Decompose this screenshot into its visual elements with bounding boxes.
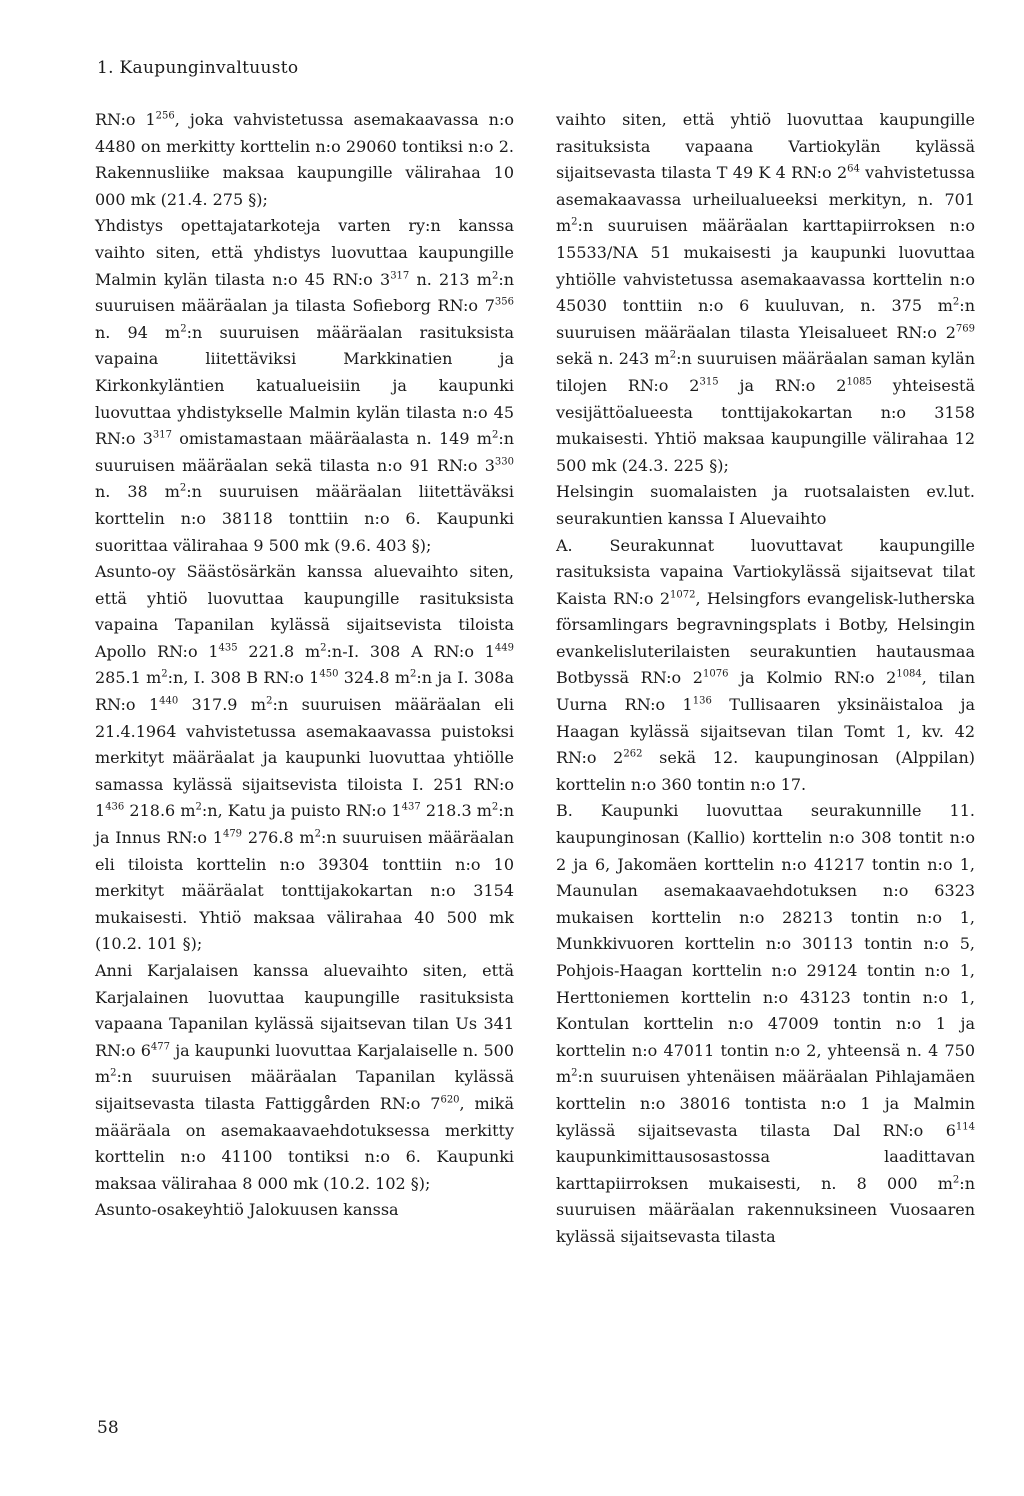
left-column — [95, 107, 514, 1224]
running-head: 1. Kaupunginvaltuusto — [97, 58, 299, 78]
paragraph-right-1: vaihto siten, että yhtiö luovuttaa kaupungille rasituksista vapaana Vartiokylän kylässä sijaitsevasta tilasta T 49 K 4 RN:o $2^{64}$ vahvistetussa asemakaavassa urheilualueeksi merkityn, n. 701 $m^2:n$ suuruisen määräalan karttapiirroksen n:o 15533/NA 51 mukaisesti ja kaupunki luovuttaa yhtiölle vahvistetussa asemakaavassa korttelin n:o 45030 tonttiin n:o 6 kuuluvan, n. 375 $m^2:n$ suuruisen määräalan tilasta Yleisalueet RN:o $2^{769}$ sekä n. 243 $m^2:n$ suuruisen määräalan saman kylän tilojen RN:o $2^{315}$ ja RN:o $2^{1085}$ yhteisestä vesijättöalueesta tonttijakokartan n:o 3158 mukaisesti. Yhtiö maksaa kaupungille välirahaa 12 500 mk (24.3. 225 §); — [556, 110, 975, 475]
paragraph-left-5: Asunto-osakeyhtiö Jalokuusen kanssa — [95, 1200, 399, 1220]
paragraph-left-2: Yhdistys opettajatarkoteja varten ry:n kanssa vaihto siten, että yhdistys luovuttaa kaupungille Malmin kylän tilasta n:o 45 RN:o $3^{317}$ n. 213 $m^2:n$ suuruisen määräalan ja tilasta Sofieborg RN:o $7^{356}$ n. 94 $m^2:n$ suuruisen määräalan rasituksista vapaina liitettäviksi Markkinatien ja Kirkonkyläntien katualueisiin ja kaupunki luovuttaa yhdistykselle Malmin kylän tilasta n:o 45 RN:o $3^{317}$ omistamastaan määräalasta n. 149 $m^2:n$ suuruisen määräalan sekä tilasta n:o 91 RN:o $3^{330}$ n. 38 $m^2:n$ suuruisen määräalan liitettäväksi korttelin n:o 38118 tonttiin n:o 6. Kaupunki suorittaa välirahaa 9 500 mk (9.6. 403 §); — [95, 216, 515, 555]
paragraph-left-4: Anni Karjalaisen kanssa aluevaihto siten, että Karjalainen luovuttaa kaupungille rasituksista vapaana Tapanilan kylässä sijaitsevan tilan Us 341 RN:o $6^{477}$ ja kaupunki luovuttaa Karjalaiselle n. 500 $m^2:n$ suuruisen määräalan Tapanilan kylässä sijaitsevasta tilasta Fattiggården RN:o $7^{620}$, mikä määräala on asemakaavaehdotuksessa merkitty korttelin n:o 41100 tontiksi n:o 6. Kaupunki maksaa välirahaa 8 000 mk (10.2. 102 §); — [95, 961, 515, 1193]
paragraph-right-4: B. Kaupunki luovuttaa seurakunnille 11. kaupunginosan (Kallio) korttelin n:o 308 tontit n:o 2 ja 6, Jakomäen korttelin n:o 41217 tontin n:o 1, Maunulan asemakaavaehdotuksen n:o 6323 mukaisen korttelin n:o 28213 tontin n:o 1, Munkkivuoren korttelin n:o 30113 tontin n:o 5, Pohjois-Haagan korttelin n:o 29124 tontin n:o 1, Herttoniemen korttelin n:o 43123 tontin n:o 1, Kontulan korttelin n:o 47009 tontin n:o 1 ja korttelin n:o 47011 tontin n:o 2, yhteensä n. 4 750 $m^2:n$ suuruisen yhtenäisen määräalan Pihlajamäen korttelin n:o 38016 tontista n:o 1 ja Malmin kylässä sijaitsevasta tilasta Dal RN:o $6^{114}$ kaupunkimittausosastossa laadittavan karttapiirroksen mukaisesti, n. 8 000 $m^2:n$ suuruisen määräalan rakennuksineen Vuosaaren kylässä sijaitsevasta tilasta — [556, 801, 975, 1246]
page-number: 58 — [97, 1418, 119, 1438]
paragraph-left-3: Asunto-oy Säästösärkän kanssa aluevaihto siten, että yhtiö luovuttaa kaupungille rasituksista vapaina Tapanilan kylässä sijaitsevista tiloista Apollo RN:o $1^{435}$ 221.8 $m^2:n-I$. 308 A RN:o $1^{449}$ 285.1 $m^2:n$, I. 308 B RN:o $1^{450}$ 324.8 $m^2:n$ ja I. 308a RN:o $1^{440}$ 317.9 $m^2:n$ suuruisen määräalan eli 21.4.1964 vahvistetussa asemakaavassa puistoksi merkityt määräalat ja kaupunki luovuttaa yhtiölle samassa kylässä sijaitsevista tiloista I. 251 RN:o $1^{436}$ 218.6 $m^2:n$, Katu ja puisto RN:o $1^{437}$ 218.3 $m^2:n$ ja Innus RN:o $1^{479}$ 276.8 $m^2:n$ suuruisen määräalan eli tiloista korttelin n:o 39304 tonttiin n:o 10 merkityt määräalat tonttijakokartan n:o 3154 mukaisesti. Yhtiö maksaa välirahaa 40 500 mk (10.2. 101 §); — [95, 562, 515, 954]
right-column — [556, 107, 975, 1251]
paragraph-right-3: A. Seurakunnat luovuttavat kaupungille rasituksista vapaina Vartiokylässä sijaitsevat tilat Kaista RN:o $2^{1072}$, Helsingfors evangelisk-lutherska församlingars begravningsplats i Botby, Helsingin evankelisluterilaisten seurakuntien hautausmaa Botbyssä RN:o $2^{1076}$ ja Kolmio RN:o $2^{1084}$, tilan Uurna RN:o $1^{136}$ Tullisaaren yksinäistaloa ja Haagan kylässä sijaitsevan tilan Tomt 1, kv. 42 RN:o $2^{262}$ sekä 12. kaupunginosan (Alppilan) korttelin n:o 360 tontin n:o 17. — [556, 535, 975, 794]
paragraph-left-1: RN:o $1^{256}$, joka vahvistetussa asemakaavassa n:o 4480 on merkitty korttelin n:o 29060 tontiksi n:o 2. Rakennusliike maksaa kaupungille välirahaa 10 000 mk (21.4. 275 §); — [95, 110, 515, 209]
paragraph-right-2: Helsingin suomalaisten ja ruotsalaisten ev.lut. seurakuntien kanssa I Aluevaihto — [556, 482, 975, 528]
